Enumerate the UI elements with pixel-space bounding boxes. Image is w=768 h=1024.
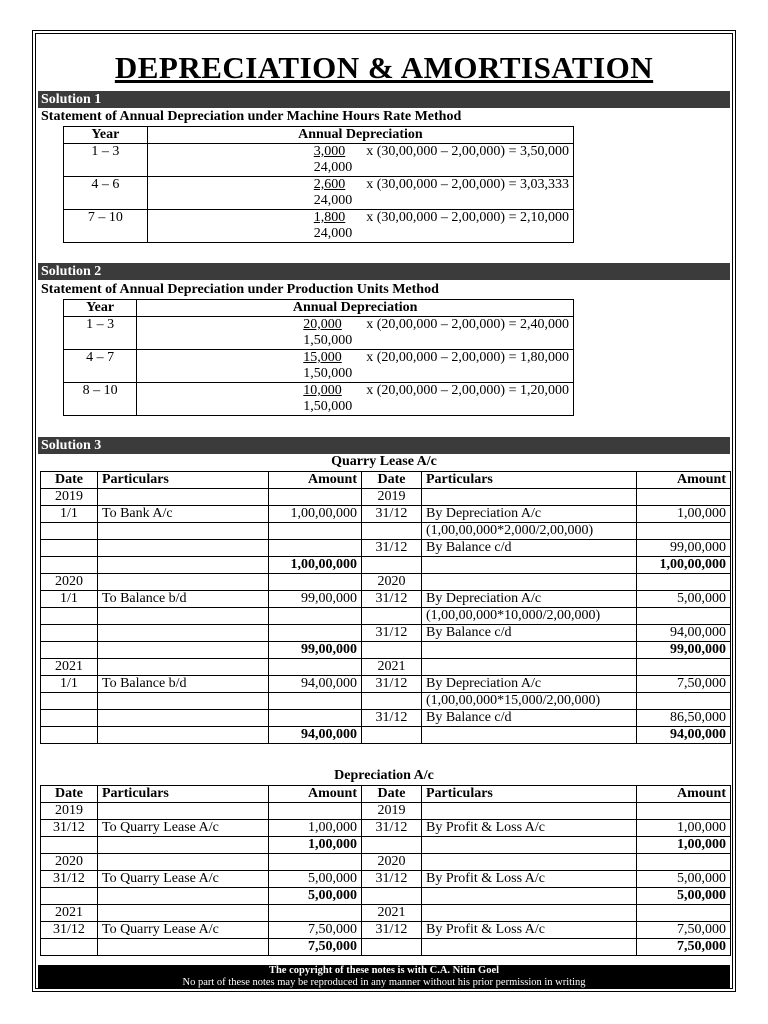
date-cell <box>41 888 98 905</box>
particulars-header: Particulars <box>98 472 269 489</box>
quarry-lease-ledger <box>40 471 731 744</box>
solution-2-bar: Solution 2 <box>38 263 730 280</box>
fraction-denominator: 24,000 <box>313 160 353 175</box>
fraction-denominator: 1,50,000 <box>303 333 353 348</box>
particulars-cell <box>422 888 637 905</box>
particulars-cell <box>98 659 269 676</box>
date-cell: 2020 <box>41 574 98 591</box>
amount-cell: 1,00,00,000 <box>637 557 731 574</box>
date-cell: 31/12 <box>362 676 422 693</box>
amount-header: Amount <box>637 786 731 803</box>
particulars-cell <box>98 837 269 854</box>
particulars-cell <box>422 642 637 659</box>
particulars-cell <box>98 803 269 820</box>
formula-text: x (20,00,000 – 2,00,000) = 2,40,000 <box>366 317 569 332</box>
particulars-cell: To Quarry Lease A/c <box>98 871 269 888</box>
date-cell: 2021 <box>362 659 422 676</box>
particulars-cell <box>98 540 269 557</box>
particulars-cell <box>98 489 269 506</box>
particulars-cell: By Depreciation A/c <box>422 506 637 523</box>
particulars-cell <box>98 693 269 710</box>
particulars-cell: To Quarry Lease A/c <box>98 820 269 837</box>
table-row <box>41 557 731 574</box>
fraction-denominator: 1,50,000 <box>303 399 353 414</box>
amount-cell: 86,50,000 <box>637 710 731 727</box>
amount-cell <box>637 854 731 871</box>
amount-cell: 94,00,000 <box>637 727 731 744</box>
fraction-numerator: 10,000 <box>303 383 342 398</box>
particulars-cell <box>422 727 637 744</box>
year-cell: 4 – 6 <box>64 177 148 210</box>
formula-cell <box>147 144 573 177</box>
particulars-cell <box>98 625 269 642</box>
fraction-denominator: 24,000 <box>313 193 353 208</box>
solution-2-table <box>63 299 574 416</box>
amount-cell: 7,50,000 <box>637 939 731 956</box>
amount-cell <box>269 905 362 922</box>
solution-2-statement: Statement of Annual Depreciation under Production Units Method <box>41 282 439 297</box>
particulars-cell: (1,00,00,000*15,000/2,00,000) <box>422 693 637 710</box>
particulars-cell: To Balance b/d <box>98 676 269 693</box>
copyright-line: The copyright of these notes is with C.A. Nitin Goel <box>268 965 500 976</box>
table-row <box>41 871 731 888</box>
table-row <box>41 803 731 820</box>
particulars-cell: To Quarry Lease A/c <box>98 922 269 939</box>
table-row <box>41 888 731 905</box>
particulars-cell <box>422 905 637 922</box>
date-cell <box>41 608 98 625</box>
particulars-cell: To Bank A/c <box>98 506 269 523</box>
particulars-cell: To Balance b/d <box>98 591 269 608</box>
table-row <box>41 642 731 659</box>
amount-cell: 94,00,000 <box>269 676 362 693</box>
annual-depreciation-header: Annual Depreciation <box>147 127 573 144</box>
amount-cell <box>637 523 731 540</box>
year-header: Year <box>64 300 137 317</box>
fraction-numerator: 3,000 <box>313 144 346 159</box>
date-cell <box>362 693 422 710</box>
year-cell: 1 – 3 <box>64 144 148 177</box>
formula-text: x (20,00,000 – 2,00,000) = 1,80,000 <box>366 350 569 365</box>
formula-cell <box>137 383 574 416</box>
amount-cell: 7,50,000 <box>637 922 731 939</box>
amount-cell: 7,50,000 <box>269 922 362 939</box>
amount-cell <box>637 489 731 506</box>
date-cell <box>41 540 98 557</box>
amount-cell: 5,00,000 <box>637 591 731 608</box>
solution-1-table <box>63 126 574 243</box>
date-cell: 2021 <box>41 905 98 922</box>
amount-cell: 99,00,000 <box>637 642 731 659</box>
date-cell <box>41 642 98 659</box>
date-header: Date <box>41 472 98 489</box>
table-row <box>41 693 731 710</box>
amount-cell <box>269 540 362 557</box>
table-row <box>64 317 574 350</box>
particulars-cell <box>422 489 637 506</box>
date-cell: 31/12 <box>362 710 422 727</box>
fraction-numerator: 2,600 <box>313 177 346 192</box>
amount-cell: 7,50,000 <box>269 939 362 956</box>
date-header: Date <box>362 786 422 803</box>
date-cell <box>41 837 98 854</box>
date-cell <box>41 727 98 744</box>
amount-cell: 5,00,000 <box>637 871 731 888</box>
year-header: Year <box>64 127 148 144</box>
amount-cell <box>637 659 731 676</box>
date-cell: 31/12 <box>41 871 98 888</box>
date-cell <box>362 642 422 659</box>
copyright-footer <box>38 965 730 989</box>
particulars-cell <box>98 557 269 574</box>
particulars-cell <box>98 608 269 625</box>
formula-text: x (30,00,000 – 2,00,000) = 2,10,000 <box>366 210 569 225</box>
particulars-cell <box>422 557 637 574</box>
date-cell: 1/1 <box>41 591 98 608</box>
date-cell <box>41 693 98 710</box>
particulars-cell: By Depreciation A/c <box>422 591 637 608</box>
date-cell: 2019 <box>41 489 98 506</box>
particulars-cell <box>98 854 269 871</box>
particulars-header: Particulars <box>422 786 637 803</box>
table-row <box>41 506 731 523</box>
date-cell: 31/12 <box>41 820 98 837</box>
particulars-cell: By Balance c/d <box>422 625 637 642</box>
amount-cell <box>637 693 731 710</box>
date-cell: 2021 <box>362 905 422 922</box>
formula-text: x (20,00,000 – 2,00,000) = 1,20,000 <box>366 383 569 398</box>
date-cell <box>362 837 422 854</box>
particulars-cell: By Profit & Loss A/c <box>422 922 637 939</box>
depreciation-body <box>41 803 731 956</box>
date-cell: 2019 <box>41 803 98 820</box>
amount-cell <box>269 659 362 676</box>
year-cell: 7 – 10 <box>64 210 148 243</box>
date-cell: 2020 <box>362 574 422 591</box>
fraction-numerator: 1,800 <box>313 210 346 225</box>
particulars-cell <box>98 888 269 905</box>
quarry-lease-body <box>41 489 731 744</box>
date-cell: 1/1 <box>41 506 98 523</box>
table-row <box>41 608 731 625</box>
amount-cell: 99,00,000 <box>637 540 731 557</box>
date-cell <box>362 888 422 905</box>
amount-cell <box>269 625 362 642</box>
date-cell <box>41 939 98 956</box>
table-row <box>64 350 574 383</box>
table-row <box>41 854 731 871</box>
table-row <box>41 710 731 727</box>
formula-cell <box>147 210 573 243</box>
amount-header: Amount <box>637 472 731 489</box>
particulars-cell <box>422 854 637 871</box>
date-cell: 31/12 <box>41 922 98 939</box>
amount-cell: 1,00,000 <box>269 837 362 854</box>
particulars-cell <box>98 727 269 744</box>
particulars-cell <box>422 574 637 591</box>
particulars-cell <box>98 642 269 659</box>
amount-cell: 94,00,000 <box>269 727 362 744</box>
amount-cell <box>269 574 362 591</box>
date-cell <box>362 939 422 956</box>
year-cell: 4 – 7 <box>64 350 137 383</box>
particulars-cell <box>98 939 269 956</box>
table-row <box>64 177 574 210</box>
formula-text: x (30,00,000 – 2,00,000) = 3,03,333 <box>366 177 569 192</box>
solution-1-statement: Statement of Annual Depreciation under Machine Hours Rate Method <box>41 109 462 124</box>
date-cell: 1/1 <box>41 676 98 693</box>
date-cell <box>362 727 422 744</box>
particulars-cell <box>98 710 269 727</box>
amount-cell: 5,00,000 <box>269 871 362 888</box>
particulars-cell: By Profit & Loss A/c <box>422 820 637 837</box>
particulars-cell: By Depreciation A/c <box>422 676 637 693</box>
date-cell: 31/12 <box>362 625 422 642</box>
particulars-cell <box>422 803 637 820</box>
table-row <box>41 905 731 922</box>
annual-depreciation-header: Annual Depreciation <box>137 300 574 317</box>
depreciation-account-title: Depreciation A/c <box>334 768 434 783</box>
date-cell: 2020 <box>41 854 98 871</box>
fraction-numerator: 15,000 <box>303 350 342 365</box>
particulars-header: Particulars <box>98 786 269 803</box>
date-cell: 31/12 <box>362 820 422 837</box>
particulars-cell: (1,00,00,000*10,000/2,00,000) <box>422 608 637 625</box>
table-row <box>41 922 731 939</box>
particulars-cell <box>422 837 637 854</box>
amount-cell <box>637 905 731 922</box>
amount-cell: 1,00,00,000 <box>269 506 362 523</box>
amount-cell: 5,00,000 <box>269 888 362 905</box>
particulars-cell: By Profit & Loss A/c <box>422 871 637 888</box>
amount-cell: 7,50,000 <box>637 676 731 693</box>
table-row <box>41 939 731 956</box>
date-cell: 31/12 <box>362 922 422 939</box>
date-cell: 31/12 <box>362 506 422 523</box>
date-cell: 2019 <box>362 489 422 506</box>
amount-cell <box>269 489 362 506</box>
table-row <box>41 676 731 693</box>
date-cell: 31/12 <box>362 591 422 608</box>
amount-cell: 1,00,00,000 <box>269 557 362 574</box>
formula-cell <box>147 177 573 210</box>
date-cell: 31/12 <box>362 540 422 557</box>
date-cell <box>41 523 98 540</box>
formula-cell <box>137 350 574 383</box>
table-row <box>64 144 574 177</box>
table-row <box>41 489 731 506</box>
amount-header: Amount <box>269 786 362 803</box>
amount-cell: 99,00,000 <box>269 642 362 659</box>
particulars-cell <box>98 574 269 591</box>
particulars-cell: By Balance c/d <box>422 710 637 727</box>
particulars-cell <box>422 659 637 676</box>
particulars-cell: By Balance c/d <box>422 540 637 557</box>
table-row <box>64 210 574 243</box>
table-row <box>41 727 731 744</box>
date-cell: 2019 <box>362 803 422 820</box>
table-row <box>41 659 731 676</box>
table-row <box>41 820 731 837</box>
amount-cell: 1,00,000 <box>269 820 362 837</box>
particulars-header: Particulars <box>422 472 637 489</box>
date-cell <box>41 710 98 727</box>
particulars-cell: (1,00,00,000*2,000/2,00,000) <box>422 523 637 540</box>
permission-line: No part of these notes may be reproduced in any manner without his prior permission in writing <box>182 977 586 988</box>
solution-1-bar: Solution 1 <box>38 91 730 108</box>
date-cell <box>362 557 422 574</box>
formula-text: x (30,00,000 – 2,00,000) = 3,50,000 <box>366 144 569 159</box>
date-cell: 31/12 <box>362 871 422 888</box>
amount-cell: 1,00,000 <box>637 837 731 854</box>
amount-cell <box>637 574 731 591</box>
table-row <box>41 540 731 557</box>
fraction-numerator: 20,000 <box>303 317 342 332</box>
table-row <box>41 625 731 642</box>
amount-cell: 1,00,000 <box>637 820 731 837</box>
page-title: DEPRECIATION & AMORTISATION <box>114 50 654 85</box>
date-header: Date <box>362 472 422 489</box>
year-cell: 1 – 3 <box>64 317 137 350</box>
amount-header: Amount <box>269 472 362 489</box>
date-cell <box>41 625 98 642</box>
date-header: Date <box>41 786 98 803</box>
table-row <box>41 523 731 540</box>
table-row <box>64 383 574 416</box>
date-cell: 2020 <box>362 854 422 871</box>
amount-cell <box>269 854 362 871</box>
table-row <box>41 591 731 608</box>
quarry-lease-title: Quarry Lease A/c <box>331 454 437 469</box>
table-row <box>41 574 731 591</box>
fraction-denominator: 24,000 <box>313 226 353 241</box>
depreciation-ledger <box>40 785 731 956</box>
amount-cell <box>637 608 731 625</box>
date-cell <box>362 523 422 540</box>
amount-cell: 1,00,000 <box>637 506 731 523</box>
date-cell <box>41 557 98 574</box>
year-cell: 8 – 10 <box>64 383 137 416</box>
date-cell <box>362 608 422 625</box>
amount-cell: 94,00,000 <box>637 625 731 642</box>
amount-cell <box>637 803 731 820</box>
particulars-cell <box>422 939 637 956</box>
amount-cell <box>269 710 362 727</box>
amount-cell <box>269 523 362 540</box>
amount-cell: 99,00,000 <box>269 591 362 608</box>
particulars-cell <box>98 523 269 540</box>
fraction-denominator: 1,50,000 <box>303 366 353 381</box>
amount-cell <box>269 693 362 710</box>
table-row <box>41 837 731 854</box>
solution-3-bar: Solution 3 <box>38 437 730 454</box>
amount-cell <box>269 803 362 820</box>
amount-cell <box>269 608 362 625</box>
formula-cell <box>137 317 574 350</box>
particulars-cell <box>98 905 269 922</box>
amount-cell: 5,00,000 <box>637 888 731 905</box>
date-cell: 2021 <box>41 659 98 676</box>
